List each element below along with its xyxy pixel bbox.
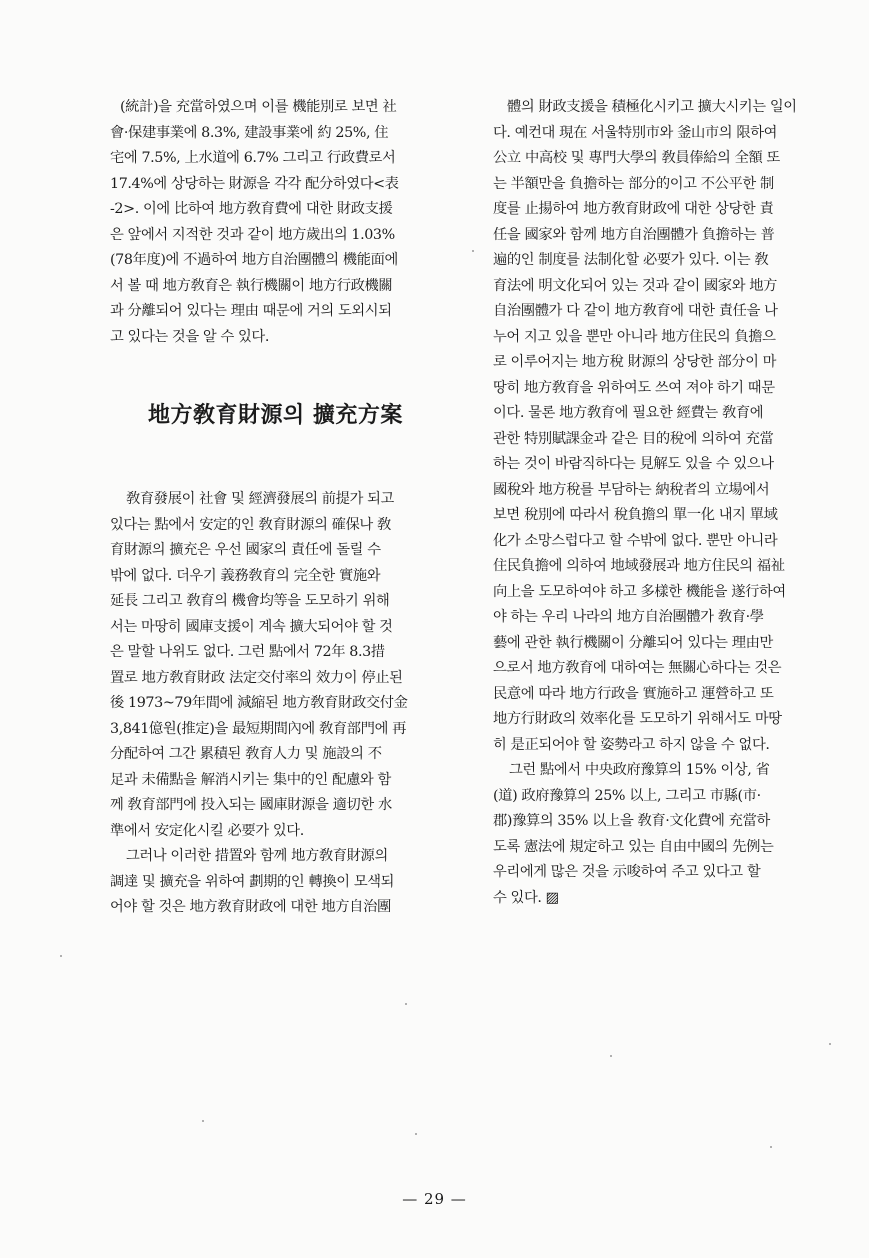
text-line: 住民負擔에 의하여 地域發展과 地方住民의 福祉	[493, 558, 785, 574]
text-line: 이다. 물론 地方敎育에 필요한 經費는 敎育에	[493, 405, 764, 421]
text-line: 後 1973~79年間에 減縮된 地方敎育財政交付金	[110, 695, 408, 711]
text-line: (道) 政府豫算의 25% 以上, 그리고 市縣(市·	[493, 787, 761, 804]
text-line: 어야 할 것은 地方敎育財政에 대한 地方自治團	[110, 899, 391, 915]
text-line: 敎育發展이 社會 및 經濟發展의 前提가 되고	[126, 491, 394, 507]
text-line: 郡)豫算의 35% 以上을 敎育·文化費에 充當하	[493, 813, 770, 829]
text-line: 있다는 點에서 安定的인 敎育財源의 確保나 敎	[110, 516, 391, 533]
text-line: 도록 憲法에 規定하고 있는 自由中國의 先例는	[493, 838, 774, 855]
scan-speck	[415, 1133, 417, 1135]
right-column	[493, 95, 859, 911]
text-line: 化가 소망스럽다고 할 수밖에 없다. 뿐만 아니라	[493, 532, 778, 549]
text-line: 體의 財政支援을 積極化시키고 擴大시키는 일이	[507, 99, 797, 115]
text-line: 서는 마땅히 國庫支援이 계속 擴大되어야 할 것	[110, 618, 393, 635]
text-line: -2>. 이에 比하여 地方敎育費에 대한 財政支援	[110, 201, 393, 217]
text-line: 育財源의 擴充은 우선 國家의 責任에 돌릴 수	[110, 542, 381, 558]
text-line: 으로서 地方敎育에 대하여는 無關心하다는 것은	[493, 660, 782, 676]
page-number: — 29 —	[402, 1190, 467, 1208]
text-line: 고 있다는 것을 알 수 있다.	[110, 328, 269, 345]
text-line: 會·保建事業에 8.3%, 建設事業에 約 25%, 住	[110, 124, 389, 141]
text-line: 그런 點에서 中央政府豫算의 15% 이상, 省	[509, 762, 770, 778]
text-line: 밖에 없다. 더우기 義務敎育의 完全한 實施와	[110, 567, 381, 584]
text-line: 任을 國家와 함께 地方自治團體가 負擔하는 普	[493, 226, 775, 243]
text-line: 藝에 관한 執行機關이 分離되어 있다는 理由만	[493, 634, 773, 651]
text-line: 보면 稅別에 따라서 稅負擔의 單一化 내지 單域	[493, 507, 778, 523]
text-line: 누어 지고 있을 뿐만 아니라 地方住民의 負擔으	[493, 328, 776, 345]
text-line: 育法에 明文化되어 있는 것과 같이 國家와 地方	[493, 277, 778, 294]
text-line: 하는 것이 바람직하다는 見解도 있을 수 있으나	[493, 456, 774, 472]
text-line: 17.4%에 상당하는 財源을 각각 配分하였다<表	[110, 175, 399, 192]
scan-speck	[60, 955, 62, 957]
text-line: 度를 止揚하여 地方敎育財政에 대한 상당한 責	[493, 201, 774, 217]
scan-speck	[829, 1043, 831, 1045]
scan-speck	[472, 250, 474, 252]
text-line: 國稅와 地方稅를 부담하는 納稅者의 立場에서	[493, 481, 770, 498]
scan-speck	[610, 1055, 612, 1057]
text-line: (78年度)에 不過하여 地方自治團體의 機能面에	[110, 252, 398, 268]
text-line: 向上을 도모하여야 하고 多樣한 機能을 遂行하여	[493, 583, 786, 600]
text-line: 은 말할 나위도 없다. 그런 點에서 72年 8.3措	[110, 644, 385, 660]
text-line: 서 볼 때 地方敎育은 執行機關이 地方行政機關	[110, 277, 393, 294]
text-line: 地方行財政의 效率化를 도모하기 위해서도 마땅	[493, 711, 782, 727]
text-line: 관한 特別賦課金과 같은 目的稅에 의하여 充當	[493, 430, 774, 447]
text-line: 準에서 安定化시킬 必要가 있다.	[110, 822, 304, 839]
text-line: 우리에게 많은 것을 示唆하여 주고 있다고 할	[493, 864, 761, 880]
text-line: 는 半額만을 負擔하는 部分的이고 不公平한 制	[493, 175, 774, 192]
text-line: 3,841億원(推定)을 最短期間內에 敎育部門에 再	[110, 720, 407, 737]
text-line: 수 있다. ▨	[493, 889, 559, 906]
left-column-paragraph-1	[110, 95, 482, 350]
text-line: 調達 및 擴充을 위하여 劃期的인 轉換이 모색되	[110, 873, 395, 890]
text-line: 로 이루어지는 地方稅 財源의 상당한 部分이 마	[493, 354, 777, 370]
text-line: 다. 예컨대 現在 서울特別市와 釜山市의 限하여	[493, 124, 778, 141]
text-line: 置로 地方敎育財政 法定交付率의 效力이 停止된	[110, 669, 403, 686]
text-line: 足과 未備點을 解消시키는 集中的인 配慮와 함	[110, 771, 391, 788]
text-line: 은 앞에서 지적한 것과 같이 地方歲出의 1.03%	[110, 226, 395, 243]
scan-speck	[405, 1003, 407, 1005]
text-line: 야 하는 우리 나라의 地方自治團體가 敎育·學	[493, 609, 764, 625]
left-column-section-2	[110, 487, 482, 921]
text-line: 延長 그리고 敎育의 機會均等을 도모하기 위해	[110, 593, 390, 609]
text-line: 그러나 이러한 措置와 함께 地方敎育財源의	[126, 848, 388, 864]
text-line: 公立 中高校 및 專門大學의 敎員俸給의 全額 또	[493, 150, 780, 166]
scan-speck	[202, 1120, 204, 1122]
section-heading: 地方敎育財源의 擴充方案	[148, 403, 403, 428]
text-line: 히 是正되어야 할 姿勢라고 하지 않을 수 없다.	[493, 736, 770, 753]
text-line: 自治團體가 다 같이 地方敎育에 대한 責任을 나	[493, 303, 778, 319]
text-line: 遍的인 制度를 法制化할 必要가 있다. 이는 敎	[493, 252, 769, 268]
text-line: 民意에 따라 地方行政을 實施하고 運營하고 또	[493, 685, 774, 702]
text-line: 과 分離되어 있다는 理由 때문에 거의 도외시되	[110, 303, 392, 319]
text-line: (統計)을 充當하였으며 이를 機能別로 보면 社	[120, 99, 397, 115]
text-line: 땅히 地方敎育을 위하여도 쓰여 져야 하기 때문	[493, 379, 775, 396]
scan-speck	[770, 1146, 772, 1148]
text-line: 分配하여 그간 累積된 敎育人力 및 施設의 不	[110, 746, 382, 762]
text-line: 宅에 7.5%, 上水道에 6.7% 그리고 行政費로서	[110, 150, 396, 166]
text-line: 께 敎育部門에 投入되는 國庫財源을 適切한 水	[110, 797, 392, 813]
